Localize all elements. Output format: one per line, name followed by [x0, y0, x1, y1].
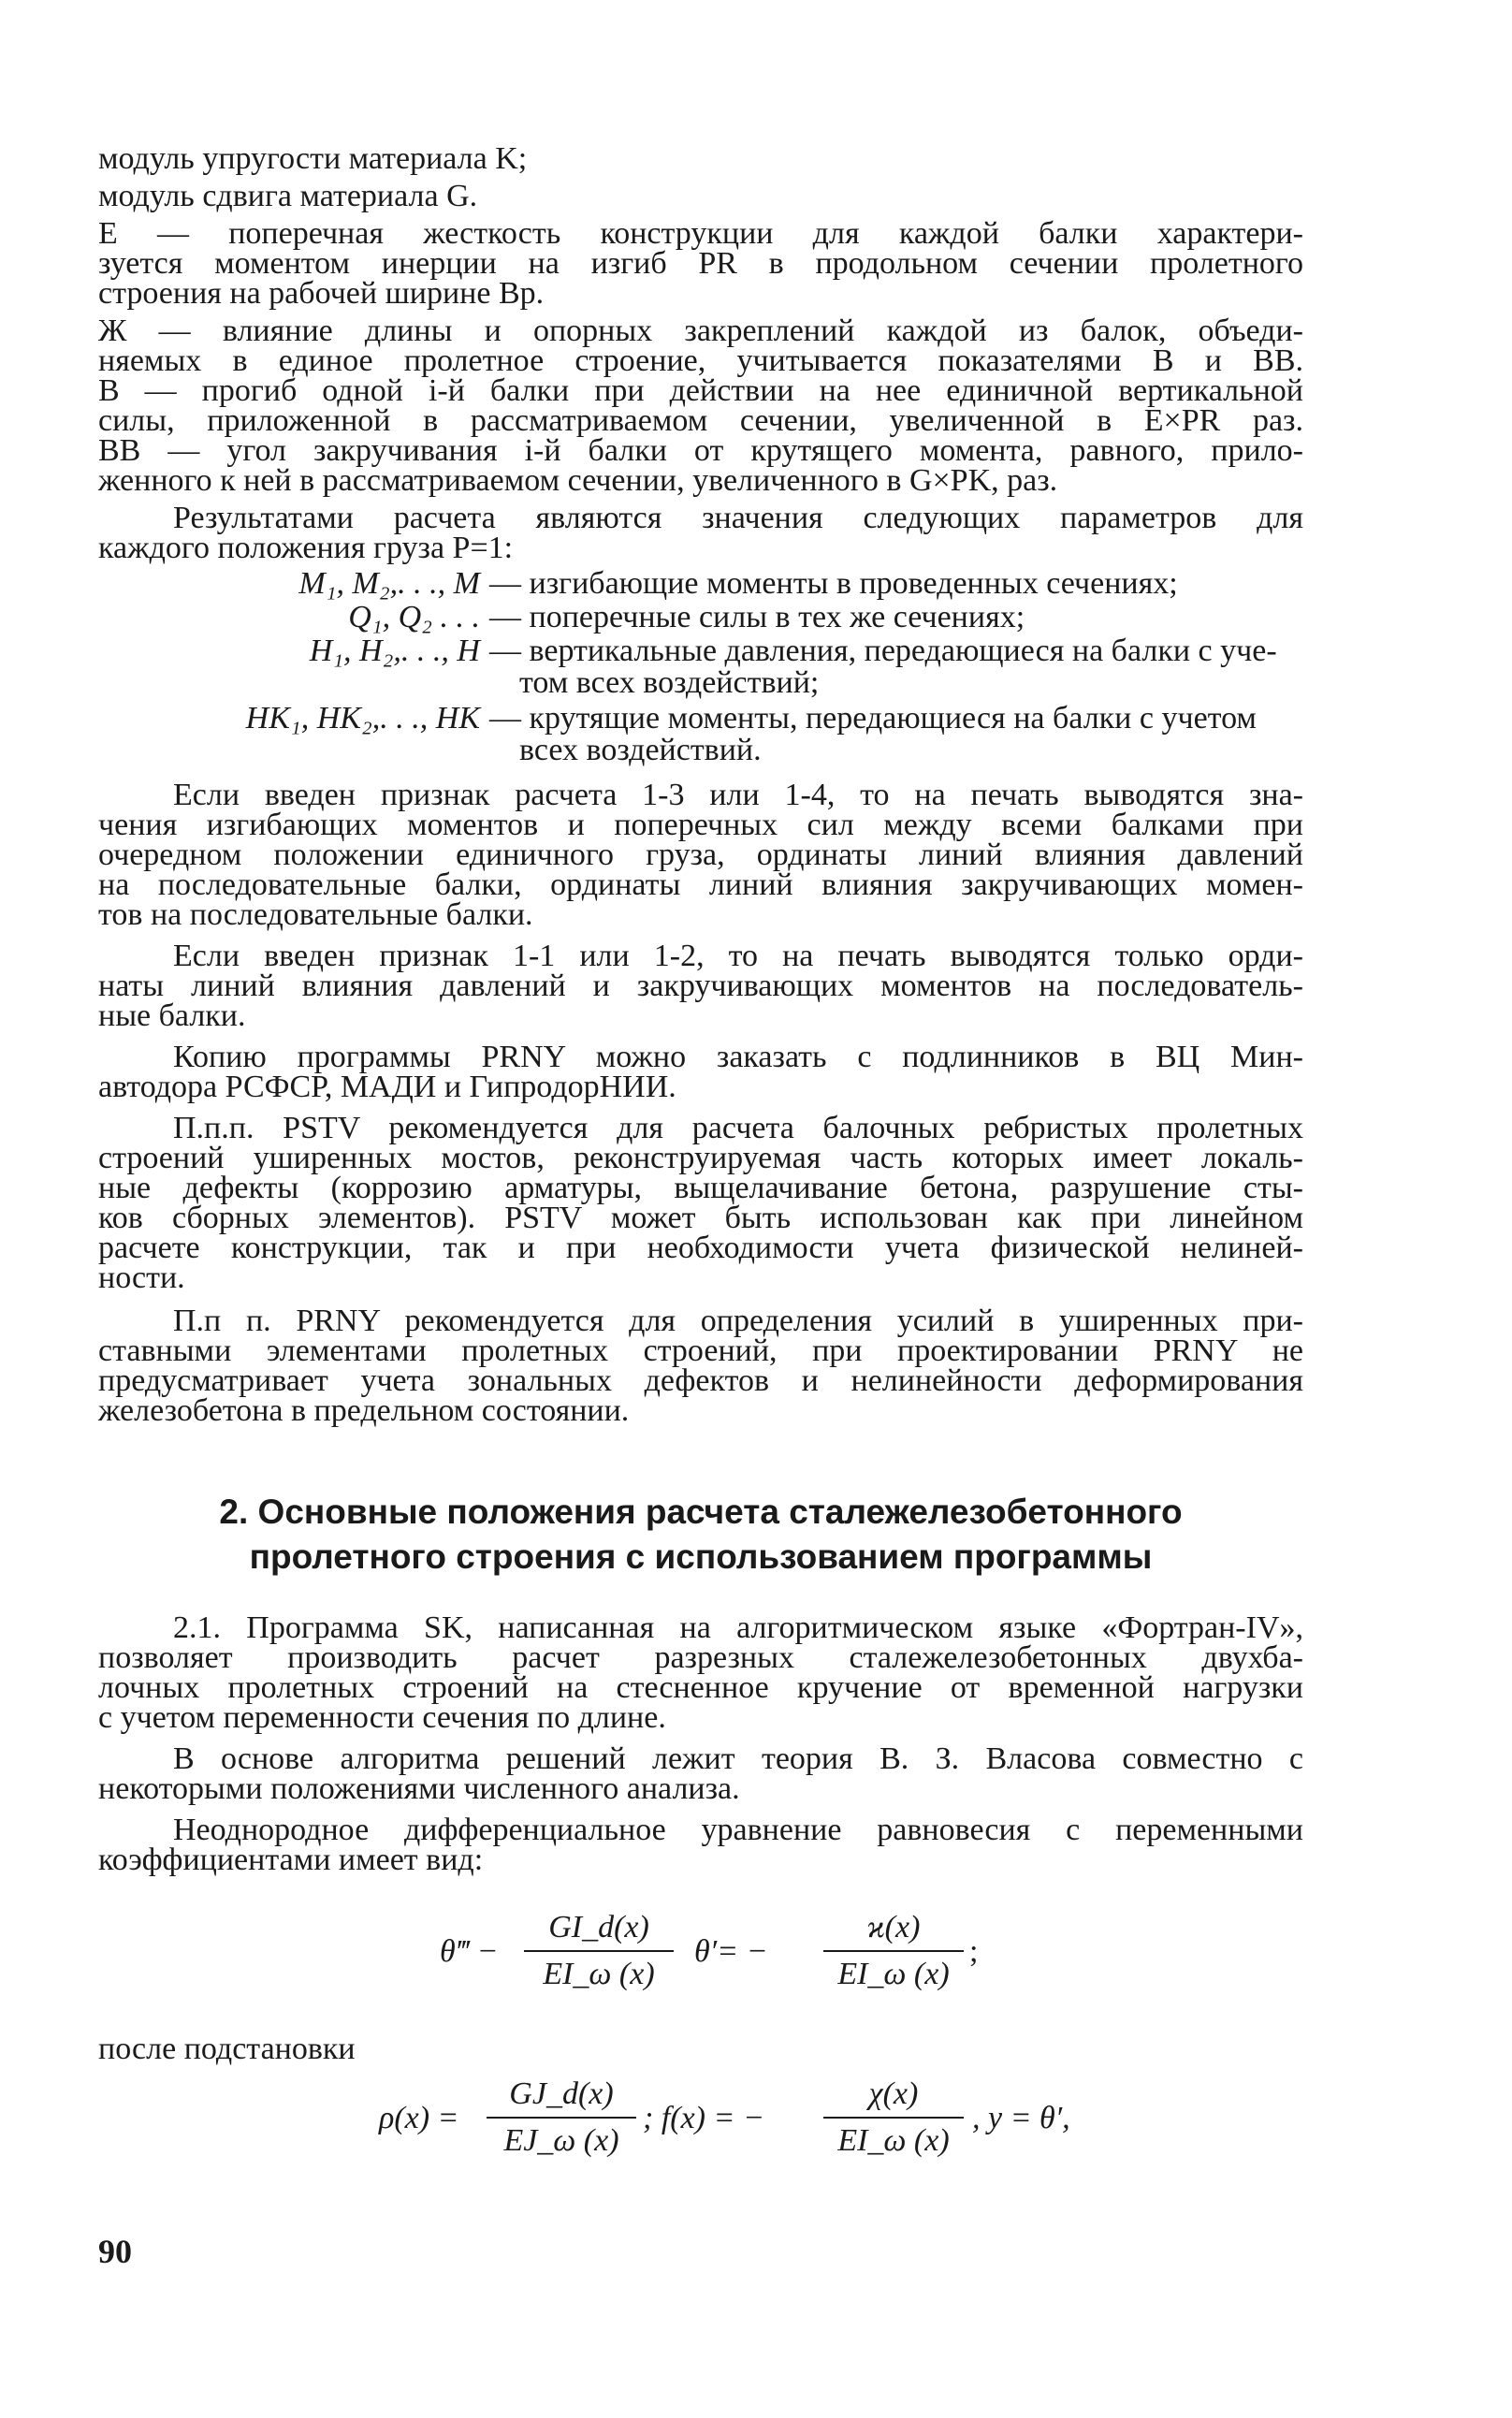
fraction: [487, 2076, 636, 2165]
definition-desc: — изгибающие моменты в проведенных сечениях;: [489, 566, 1178, 601]
paragraph-line: Результатами расчета являются значения следующих параметров для: [173, 501, 1303, 535]
equation-1: [440, 1909, 1020, 2003]
paragraph-line: П.п п. PRNY рекомендуется для определения усилий в уширенных при-: [173, 1304, 1303, 1338]
paragraph-line: силы, приложенной в рассматриваемом сечении, увеличенной в E×PR раз.: [98, 403, 1303, 438]
paragraph-line: наты линий влияния давлений и закручивающих моментов на последователь-: [98, 969, 1303, 1003]
paragraph-line: Ж — влияние длины и опорных закреплений каждой из балок, объеди-: [98, 313, 1303, 348]
definition-desc: том всех воздействий;: [519, 665, 820, 700]
paragraph-line: В основе алгоритма решений лежит теория В. З. Власова совместно с: [173, 1741, 1303, 1776]
fraction-bar: [524, 1950, 674, 1952]
paragraph-line: Е — поперечная жесткость конструкции для каждой балки характери-: [98, 216, 1303, 251]
fraction-denominator: EI_ω (x): [837, 2123, 950, 2158]
fraction-numerator: GJ_d(x): [509, 2076, 614, 2111]
text-line: модуль упругости материала K;: [98, 141, 528, 176]
paragraph-line: Копию программы PRNY можно заказать с подлинников в ВЦ Мин-: [173, 1040, 1303, 1074]
equation-term: ; f(x) = −: [643, 2101, 764, 2135]
fraction-bar: [487, 2117, 636, 2119]
equation-term: θ′= −: [694, 1934, 768, 1969]
paragraph-line: расчете конструкции, так и при необходимости учета физической нелиней-: [98, 1231, 1303, 1265]
section-heading-line: 2. Основные положения расчета сталежелезобетонного: [219, 1493, 1183, 1531]
equation-term: ;: [969, 1934, 979, 1969]
paragraph-line: некоторыми положениями численного анализа.: [98, 1771, 740, 1806]
paragraph-line: ков сборных элементов). PSTV может быть использован как при линейном: [98, 1201, 1303, 1235]
paragraph-line: автодора РСФСР, МАДИ и ГипродорНИИ.: [98, 1070, 676, 1104]
fraction: [524, 1909, 674, 1999]
paragraph-line: строений уширенных мостов, реконструируемая часть которых имеет локаль-: [98, 1141, 1303, 1175]
fraction-numerator: χ(x): [868, 2076, 919, 2111]
paragraph-line: железобетона в предельном состоянии.: [98, 1393, 630, 1428]
fraction-denominator: EI_ω (x): [837, 1957, 950, 1991]
paragraph-line: ставными элементами пролетных строений, при проектировании PRNY не: [98, 1333, 1303, 1368]
fraction-bar: [823, 2117, 964, 2119]
paragraph-line: Неоднородное дифференциальное уравнение равновесия с переменными: [173, 1813, 1303, 1847]
paragraph-line: на последовательные балки, ординаты линий влияния закручивающих момен-: [98, 867, 1303, 902]
text-line: модуль сдвига материала G.: [98, 179, 478, 213]
paragraph-line: строения на рабочей ширине Bр.: [98, 276, 545, 311]
definition-term: Q₁, Q₂ . . .: [348, 600, 480, 634]
definition-term: H₁, H₂,. . ., H: [309, 634, 480, 668]
paragraph-line: после подстановки: [98, 2032, 356, 2066]
paragraph-line: каждого положения груза P=1:: [98, 531, 514, 565]
equation-term: ρ(x) =: [379, 2101, 459, 2135]
paragraph-line: ные балки.: [98, 998, 246, 1033]
definition-desc: — крутящие моменты, передающиеся на балки с учетом: [489, 701, 1257, 736]
paragraph-line: лочных пролетных строений на стесненное кручение от временной нагрузки: [98, 1670, 1303, 1705]
paragraph-line: BB — угол закручивания i-й балки от крутящего момента, равного, прило-: [98, 433, 1303, 468]
fraction-denominator: EJ_ω (x): [503, 2123, 619, 2158]
fraction-numerator: GI_d(x): [548, 1910, 649, 1945]
paragraph-line: с учетом переменности сечения по длине.: [98, 1700, 666, 1735]
paragraph-line: очередном положении единичного груза, ординаты линий влияния давлений: [98, 838, 1303, 872]
definition-desc: — поперечные силы в тех же сечениях;: [489, 600, 1025, 634]
definition-term: M₁, M₂,. . ., M: [298, 566, 480, 601]
equation-term: , y = θ′,: [972, 2101, 1070, 2135]
fraction-denominator: EI_ω (x): [543, 1957, 655, 1991]
paragraph-line: чения изгибающих моментов и поперечных сил между всеми балками при: [98, 808, 1303, 842]
paragraph-line: женного к ней в рассматриваемом сечении, увеличенного в G×PK, раз.: [98, 463, 1058, 498]
paragraph-line: коэффициентами имеет вид:: [98, 1843, 484, 1877]
paragraph-line: предусматривает учета зональных дефектов и нелинейности деформирования: [98, 1363, 1303, 1398]
paragraph-line: зуется моментом инерции на изгиб PR в продольном сечении пролетного: [98, 246, 1303, 281]
paragraph-line: тов на последовательные балки.: [98, 897, 533, 932]
equation-term: θ‴ −: [440, 1934, 499, 1969]
paragraph-line: П.п.п. PSTV рекомендуется для расчета балочных ребристых пролетных: [173, 1111, 1303, 1145]
paragraph-line: B — прогиб одной i-й балки при действии на нее единичной вертикальной: [98, 373, 1303, 408]
equation-2: [379, 2076, 1146, 2169]
paragraph-line: Если введен признак расчета 1-3 или 1-4, то на печать выводятся зна-: [173, 778, 1303, 812]
section-heading-line: пролетного строения с использованием программы: [249, 1537, 1153, 1576]
fraction-bar: [823, 1950, 964, 1952]
paragraph-line: няемых в единое пролетное строение, учитывается показателями B и BB.: [98, 343, 1303, 378]
paragraph-line: ные дефекты (коррозию арматуры, выщелачивание бетона, разрушение сты-: [98, 1171, 1303, 1205]
page-number: 90: [98, 2233, 132, 2270]
definition-term: HK₁, HK₂,. . ., HK: [245, 701, 480, 736]
definition-desc: — вертикальные давления, передающиеся на балки с уче-: [489, 634, 1277, 668]
paragraph-line: позволяет производить расчет разрезных сталежелезобетонных двухба-: [98, 1640, 1303, 1675]
paragraph-line: Если введен признак 1-1 или 1-2, то на печать выводятся только орди-: [173, 939, 1303, 973]
paragraph-line: ности.: [98, 1260, 185, 1295]
fraction: [823, 1909, 964, 1999]
paragraph-line: 2.1. Программа SK, написанная на алгоритмическом языке «Фортран-IV»,: [173, 1610, 1303, 1645]
fraction: [823, 2076, 964, 2165]
definition-desc: всех воздействий.: [519, 733, 762, 767]
fraction-numerator: ϰ(x): [866, 1910, 921, 1945]
